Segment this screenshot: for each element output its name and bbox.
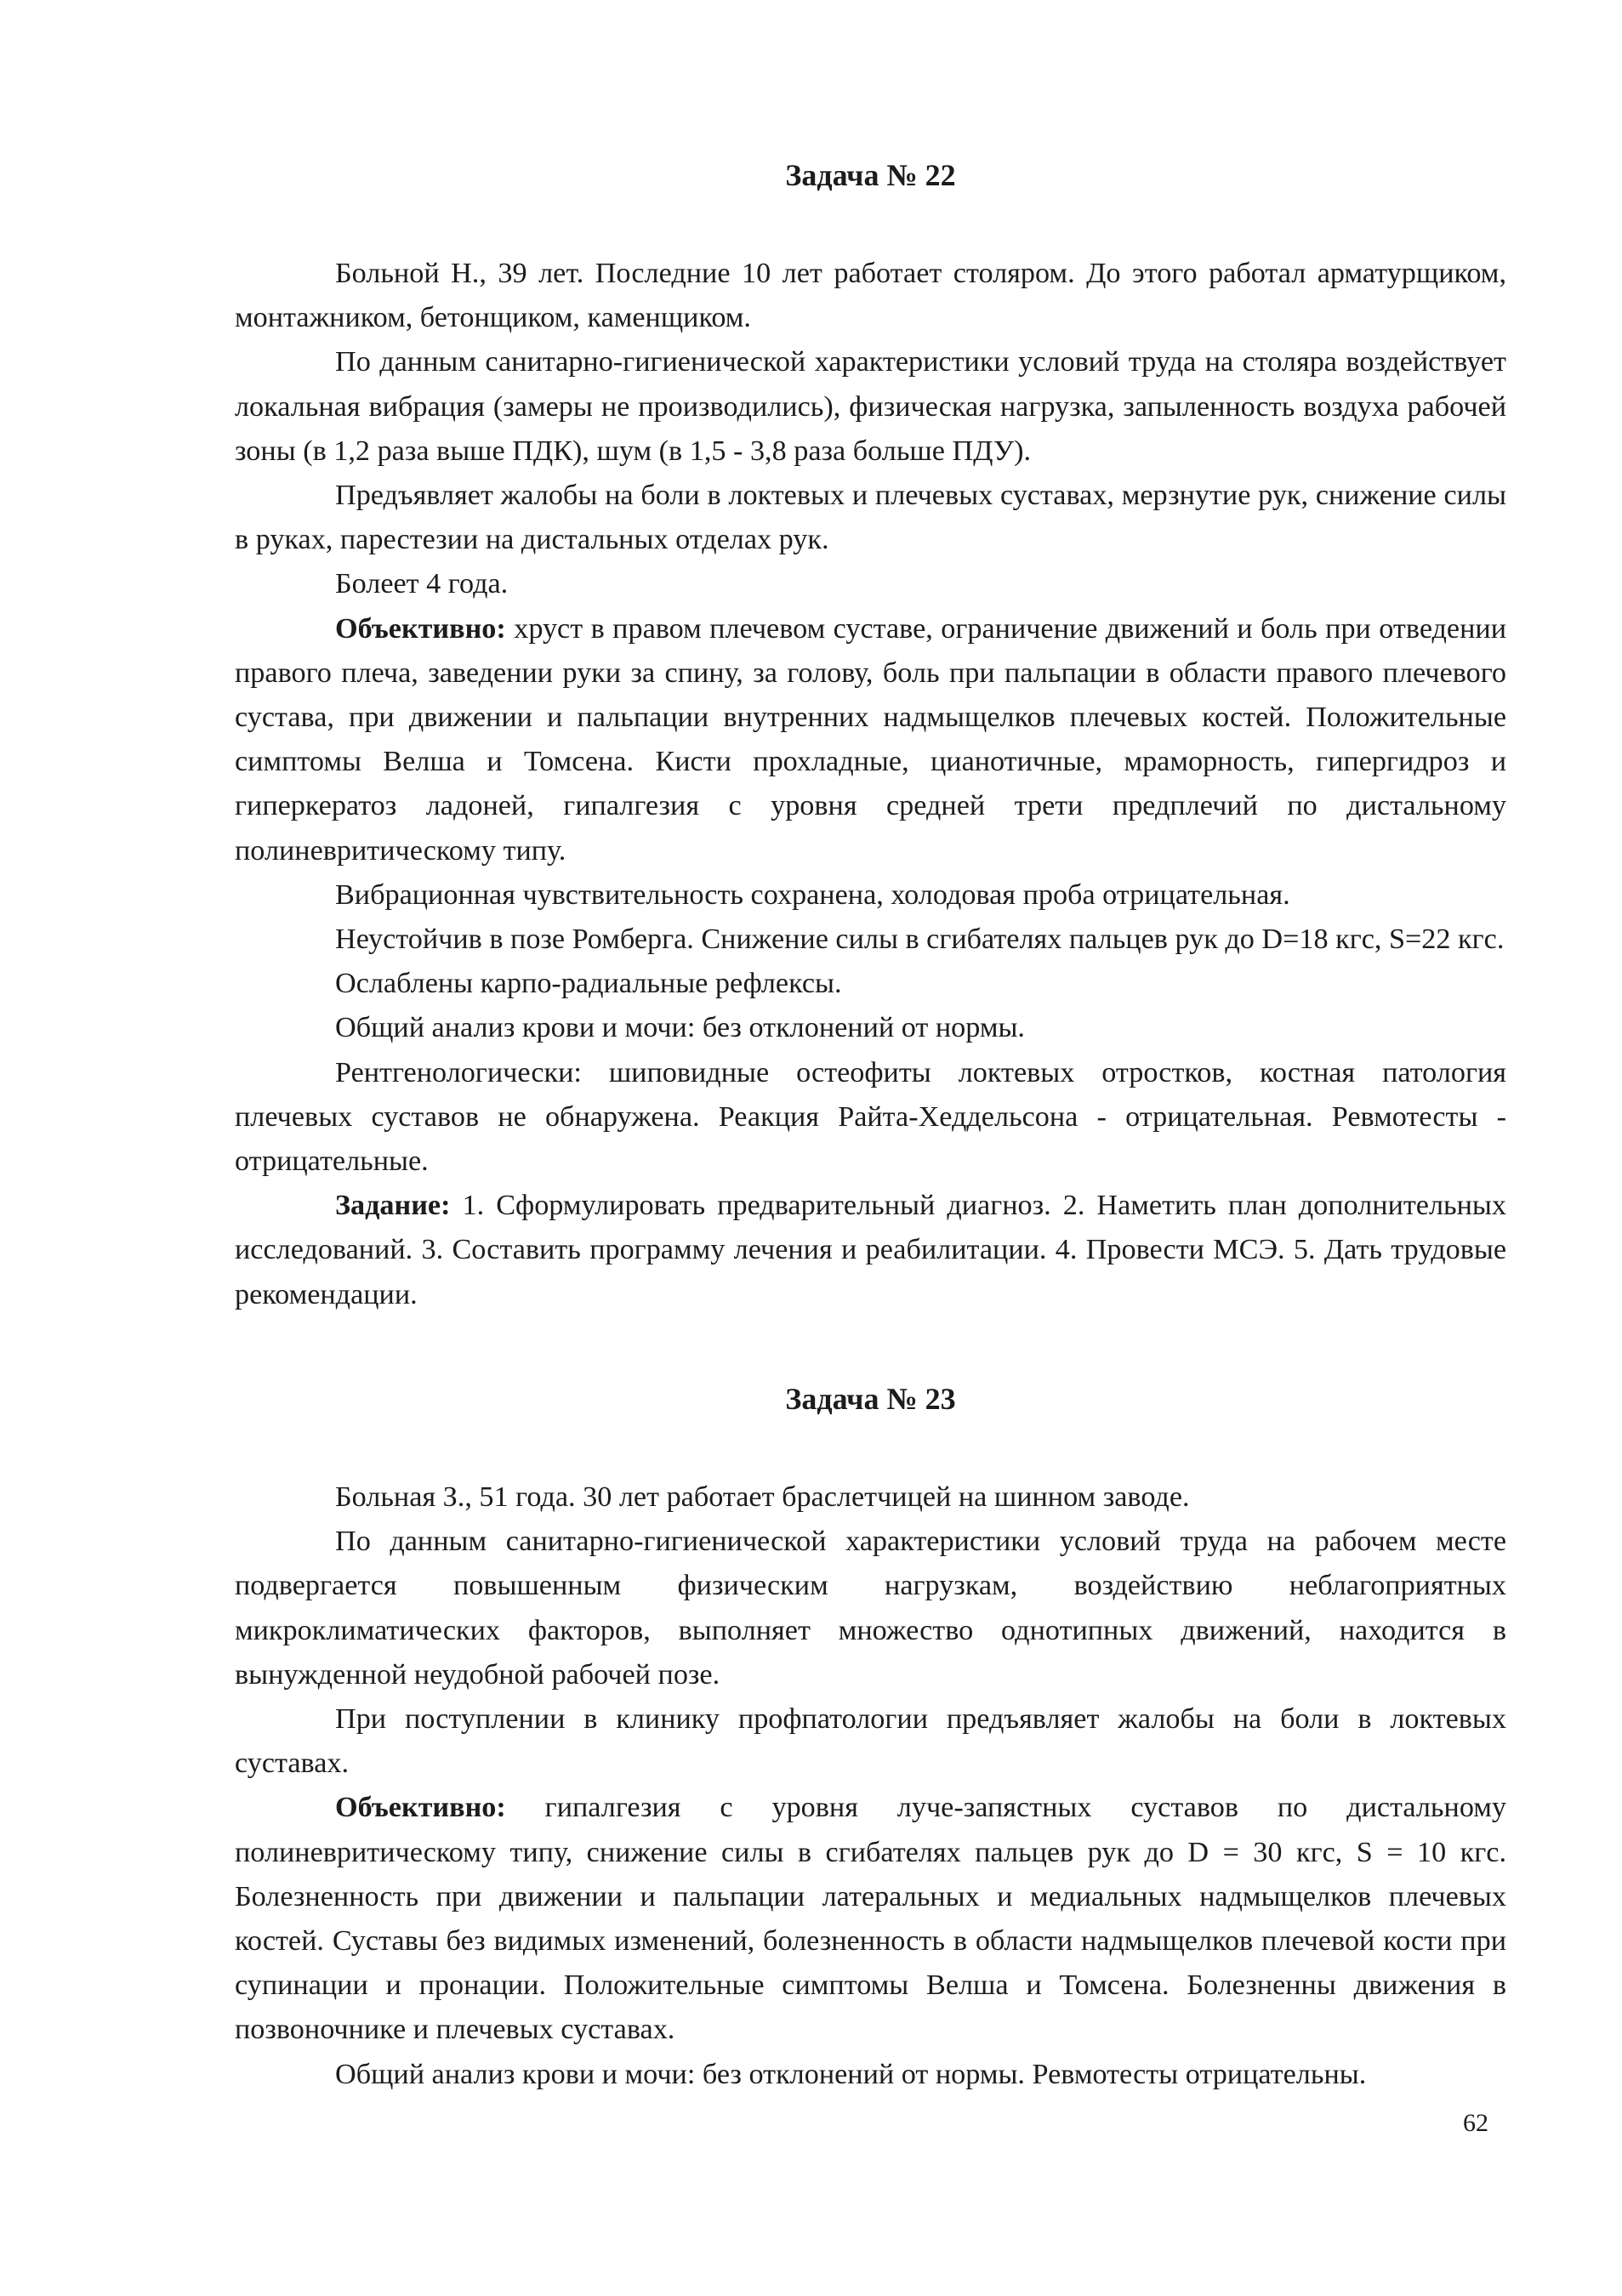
objective-text: гипалгезия с уровня луче-запястных суставов по дистальному полиневритическому типу, снижение силы в сгибателях пальцев рук до D = 30 кгс, S = 10 кгс. Болезненность при движении и пальпации латеральных и медиальных надмыщелков плечевых костей. Суставы без видимых изменений, болезненность в области надмыщелков плечевой кости при супинации и пронации. Положительные симптомы Велша и Томсена. Болезненны движения в позвоночнике и плечевых суставах.	[235, 1792, 1506, 2046]
page-number: 62	[1463, 2109, 1488, 2137]
task-22-paragraph-conditions: По данным санитарно-гигиенической характеристики условий труда на столяра воздействует локальная вибрация (замеры не производились), физическая нагрузка, запыленность воздуха рабочей зоны (в 1,2 раза выше ПДК), шум (в 1,5 - 3,8 раза больше ПДУ).	[235, 346, 1506, 467]
task-23-paragraph-complaints: При поступлении в клинику профпатологии предъявляет жалобы на боли в локтевых суставах.	[235, 1703, 1506, 1780]
assignment-label: Задание:	[335, 1190, 451, 1222]
task-22-paragraph-patient: Больной Н., 39 лет. Последние 10 лет работает столяром. До этого работал арматурщиком, монтажником, бетонщиком, каменщиком.	[235, 258, 1506, 334]
task-22-paragraph-sensitivity: Вибрационная чувствительность сохранена, холодовая проба отрицательная.	[335, 878, 1290, 911]
document-page	[235, 0, 1506, 2296]
task-23-paragraph-objective	[235, 1786, 1506, 2052]
task-22	[235, 158, 1506, 1317]
task-23-paragraph-analysis: Общий анализ крови и мочи: без отклонений от нормы. Ревмотесты отрицательны.	[335, 2058, 1367, 2090]
task-22-paragraph-complaints: Предъявляет жалобы на боли в локтевых и плечевых суставах, мерзнутие рук, снижение силы в руках, парестезии на дистальных отделах рук.	[235, 480, 1506, 556]
task-22-title: Задача № 22	[785, 158, 956, 192]
task-22-paragraph-analysis: Общий анализ крови и мочи: без отклонений от нормы.	[335, 1012, 1025, 1044]
objective-text: хруст в правом плечевом суставе, ограничение движений и боль при отведении правого плеча, заведении руки за спину, за голову, боль при пальпации в области правого плечевого сустава, при движении и пальпации внутренних надмыщелков плечевых костей. Положительные симптомы Велша и Томсена. Кисти прохладные, цианотичные, мраморность, гипергидроз и гиперкератоз ладоней, гипалгезия с уровня средней трети предплечий по дистальному полиневритическому типу.	[235, 612, 1506, 867]
task-23	[235, 1382, 1506, 2097]
task-23-paragraph-conditions: По данным санитарно-гигиенической характеристики условий труда на рабочем месте подвергается повышенным физическим нагрузкам, воздействию неблагоприятных микроклиматических факторов, выполняет множество однотипных движений, находится в вынужденной неудобной рабочей позе.	[235, 1526, 1506, 1691]
task-22-paragraph-reflexes: Ослаблены карпо-радиальные рефлексы.	[335, 968, 842, 1000]
task-23-title: Задача № 23	[785, 1382, 956, 1416]
assignment-text: 1. Сформулировать предварительный диагноз. 2. Наметить план дополнительных исследований. 3. Составить программу лечения и реабилитации. 4. Провести МСЭ. 5. Дать трудовые рекомендации.	[235, 1190, 1506, 1310]
task-22-paragraph-objective	[235, 607, 1506, 873]
objective-label: Объективно:	[335, 1792, 506, 1824]
task-22-paragraph-assignment	[235, 1184, 1506, 1317]
task-22-paragraph-duration: Болеет 4 года.	[335, 568, 509, 600]
task-23-paragraph-patient: Больная З., 51 года. 30 лет работает браслетчицей на шинном заводе.	[335, 1481, 1190, 1513]
objective-label: Объективно:	[335, 612, 506, 645]
task-22-paragraph-romberg: Неустойчив в позе Ромберга. Снижение силы в сгибателях пальцев рук до D=18 кгс, S=22 кгс.	[335, 924, 1505, 956]
task-22-paragraph-xray: Рентгенологически: шиповидные остеофиты локтевых отростков, костная патология плечевых суставов не обнаружена. Реакция Райта-Хеддельсона - отрицательная. Ревмотесты - отрицательные.	[235, 1056, 1506, 1178]
